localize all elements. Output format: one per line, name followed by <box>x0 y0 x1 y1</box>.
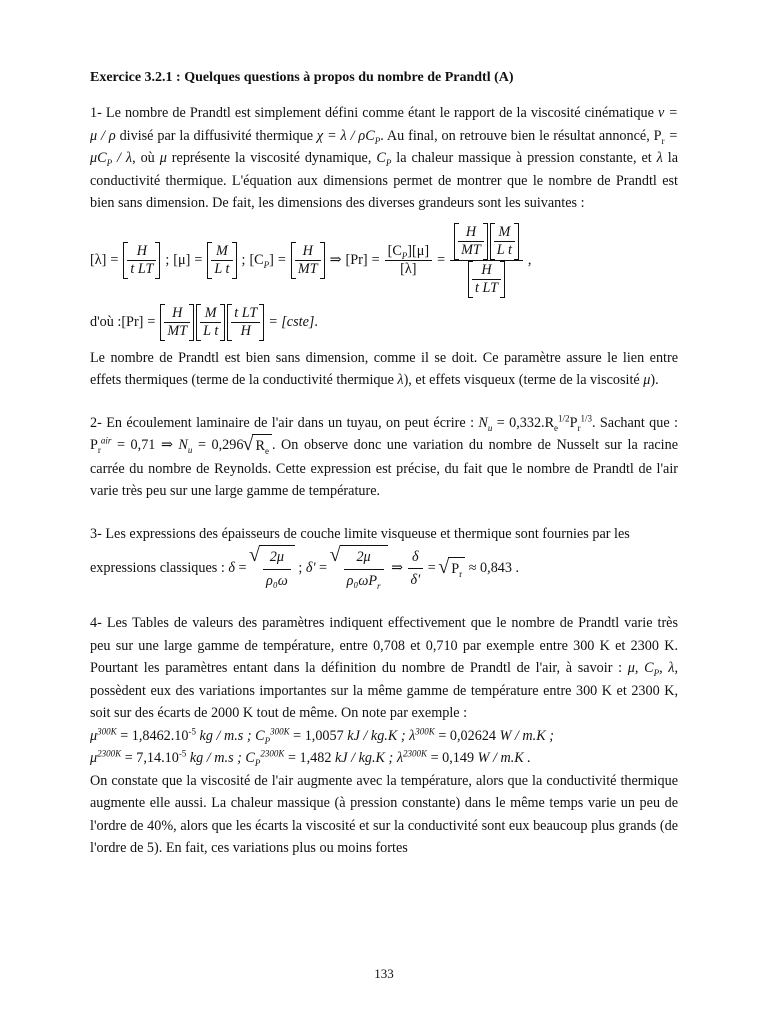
symbol-mu: μ <box>159 150 167 166</box>
text: la conductivité thermique. L'équation aux dimensions permet de montrer que le nombre de Prandtl est bien sans dimension. De fait, les dimensions des diverses grandeurs sont les suivantes : <box>90 150 679 211</box>
dim-pr: [Pr] <box>345 251 368 268</box>
fraction-dimensions: $\frac{H}{MT}$ $\frac{M}{\text{L t}}$ $\frac{H}{\text{t LT}}$ <box>450 223 523 298</box>
section-3: 3- Les expressions des épaisseurs de couche limite visqueuse et thermique sont fournies par les expressions classiques : δ = √ $\frac{2\mu}{\text{ρ₀ω}}$ ; δ' = √ $\frac{2\mu}{\rho_0\omega P_r}$ ⇒ $\frac{\delta}{\delta'}$ = √ $P_r \approx 0,843$ . <box>90 523 678 593</box>
dim-cste: [cste] <box>281 313 315 330</box>
bracket: $\frac{M}{\text{L t}}$ <box>207 242 236 279</box>
sqrt-pr: √ $P_r$ <box>448 557 465 581</box>
symbol-lambda: λ <box>656 150 663 166</box>
formula-chi: $\chi = \lambda / \rho C_P$ <box>316 127 381 146</box>
dimension-result: d'où : [Pr] = $\frac{H}{MT}$ $\frac{M}{\text{L t}}$ $\frac{\text{t LT}}{H}$ = [cste] . <box>90 304 318 339</box>
bracket: $\frac{H}{\text{t LT}}$ <box>123 242 160 279</box>
section-4-intro: 4- Les Tables de valeurs des paramètres indiquent effectivement que le nombre de Prandtl varie très peu sur une large gamme de température, entre 0,708 et 0,710 par exemple entre 300 K et 2300 K. Pourtant les paramètres entant dans la définition du nombre de Prandtl de l'air, à savoir : μ, $C_P$, λ, possèdent eux des variations importantes sur la même gamme de température entre 300 K et 2300 K, soit sur des écarts de 2000 K tout de même. On note par exemple : <box>90 615 679 721</box>
formula-pr: $P_r = \mu C_P / \lambda$ <box>90 127 679 168</box>
sqrt-delta-prime: √ $\frac{2\mu}{\rho_0\omega P_r}$ <box>340 545 388 592</box>
page-content <box>90 70 678 860</box>
text: représente la viscosité dynamique, <box>166 150 377 166</box>
text: 1- Le nombre de Prandtl est simplement défini comme étant le rapport de la viscosité cinématique <box>90 105 659 121</box>
text: la chaleur massique à pression constante, et <box>391 150 657 166</box>
bracket: $\frac{H}{MT}$ <box>291 242 325 279</box>
text: , où <box>132 150 160 166</box>
values-2300k: $\mu^{2300K} = 7,14.10^{-5}$ kg / m.s ; $C_P^{2300K} = 1,482$ kJ / kg.K ; $\lambda^{2300K} = 0,149$ W / m.K . <box>90 748 531 768</box>
section-2: 2- En écoulement laminaire de l'air dans un tuyau, on peut écrire : $N_u = 0,332.R_e^{1/2}P_r^{1/3}$. Sachant que : $P_r^{air} = 0,71$ ⇒ $N_u = 0,296√$ $R_e$ . On observe donc une variation du nombre de Nusselt sur la racine carrée du nombre de Reynolds. Cette expression est précise, du fait que le nombre de Prandtl de l'air varie très peu sur une large gamme de température. <box>90 412 678 503</box>
sqrt-delta: √ $\frac{2\mu}{\text{ρ₀ω}}$ <box>259 545 295 592</box>
text: divisé par la diffusivité thermique <box>115 127 317 144</box>
section-1-conclusion: Le nombre de Prandtl est bien sans dimension, comme il se doit. Ce paramètre assure le lien entre effets thermiques (terme de la conductivité thermique λ), et effets visqueux (terme de la viscosité μ). <box>90 349 678 388</box>
dimension-equation: [λ] = $\frac{H}{\text{t LT}}$ ; [μ] = $\frac{M}{\text{L t}}$ ; $[C_P]$ = $\frac{H}{MT}$ ⇒ [Pr] = $\frac{[C_P][\mu]}{[\lambda]}$ = $\frac{H}{MT}$ $\frac{M}{\text{L t}}$ $\frac{H}{\text{t LT}}$ , <box>90 223 532 296</box>
symbol-cp: $C_P$ <box>376 150 392 168</box>
text: . Au final, on retrouve bien le résultat annoncé, <box>380 127 654 144</box>
section-4-conclusion: On constate que la viscosité de l'air augmente avec la température, alors que la conductivité thermique augmente elle aussi. La chaleur massique (à pression constante) dans le même temps varie un peu de l'ordre de 40%, alors que les écarts la viscosité et sur la conductivité sont eux beaucoup plus grands (de l'ordre de 5). En fait, ces variations plus ou moins fortes <box>90 772 678 856</box>
values-300k: $\mu^{300K} = 1,8462.10^{-5}$ kg / m.s ; $C_P^{300K} = 1,0057$ kJ / kg.K ; $\lambda^{300K} = 0,02624$ W / m.K ; <box>90 725 554 746</box>
exercise-title: Exercice 3.2.1 : Quelques questions à propos du nombre de Prandtl (A) <box>90 70 514 85</box>
formula-nu: ν = μ / ρ <box>90 105 679 144</box>
fraction-cp-mu-over-lambda: $\frac{[C_P][\mu]}{[\lambda]}$ <box>385 243 432 278</box>
dim-mu: [μ] <box>173 251 191 268</box>
dim-lambda: [λ] <box>90 251 107 268</box>
dim-cp: $[C_P]$ <box>249 251 274 270</box>
sqrt-re: √ $R_e$ <box>252 434 271 458</box>
section-1-intro <box>90 102 678 215</box>
text: d'où : <box>90 313 122 330</box>
ratio-delta: $\frac{\delta}{\delta'}$ <box>408 546 424 592</box>
page-number: 133 <box>374 966 394 981</box>
